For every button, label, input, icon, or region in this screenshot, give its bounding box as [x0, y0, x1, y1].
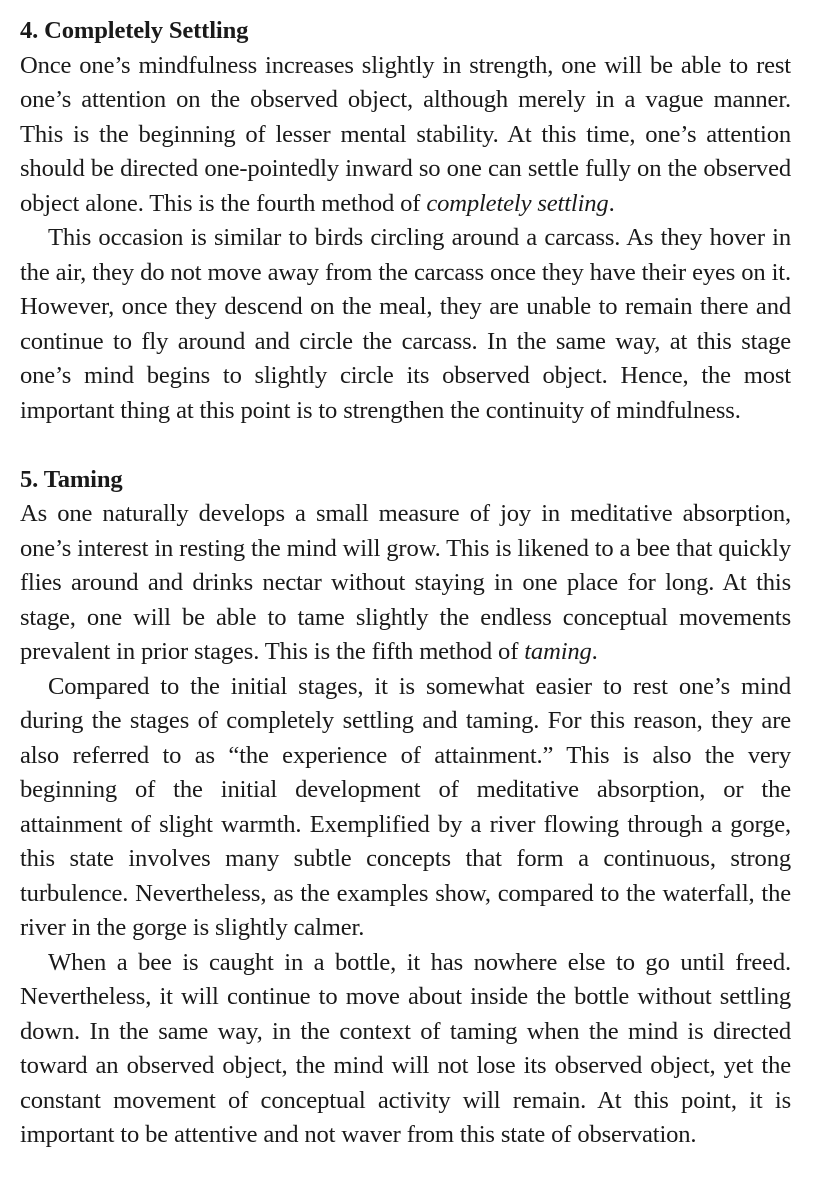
emphasized-term: taming: [524, 638, 592, 665]
emphasized-term: completely settling: [426, 189, 609, 217]
paragraph-text: As one naturally develops a small measure of joy in meditative absorption, one’s interest in resting the mind will grow. This is likened to a bee that quickly flies around and drinks nectar without staying in one place for long. At this stage, one will be able to tame slightly the endless conceptual movements prevalent in prior stages. This is the fifth method of: [20, 500, 791, 665]
section-completely-settling: [20, 14, 791, 428]
paragraph: Compared to the initial stages, it is somewhat easier to rest one’s mind during the stages of completely settling and taming. For this reason, they are also referred to as “the experience of attainment.” This is also the very beginning of the initial development of meditative absorption, or the attainment of slight warmth. Exemplified by a river flowing through a gorge, this state involves many subtle concepts that form a continuous, strong turbulence. Nevertheless, as the examples show, compared to the waterfall, the river in the gorge is slightly calmer.: [20, 672, 791, 941]
paragraph: [20, 497, 791, 670]
paragraph: This occasion is similar to birds circling around a carcass. As they hover in the air, they do not move away from the carcass once they have their eyes on it. However, once they descend on the meal, they are unable to remain there and continue to fly around and circle the carcass. In the same way, at this stage one’s mind begins to slightly circle its observed object. Hence, the most important thing at this point is to strengthen the continuity of mindfulness.: [20, 224, 791, 424]
section-taming: [20, 463, 791, 1153]
paragraph-end: .: [608, 189, 615, 217]
section-heading: 5. Taming: [20, 465, 123, 493]
paragraph-end: .: [591, 638, 598, 665]
paragraph-text: Once one’s mindfulness increases slightly in strength, one will be able to rest one’s attention on the observed object, although merely in a vague manner. This is the beginning of lesser mental stability. At this time, one’s attention should be directed one-pointedly inward so one can settle fully on the observed object alone. This is the fourth method of: [20, 51, 791, 217]
paragraph: When a bee is caught in a bottle, it has nowhere else to go until freed. Nevertheless, it will continue to move about inside the bottle without settling down. In the same way, in the context of taming when the mind is directed toward an observed object, the mind will not lose its observed object, yet the constant movement of conceptual activity will remain. At this point, it is important to be attentive and not waver from this state of observation.: [20, 948, 791, 1148]
section-heading: 4. Completely Settling: [20, 17, 249, 44]
paragraph: [20, 49, 791, 222]
